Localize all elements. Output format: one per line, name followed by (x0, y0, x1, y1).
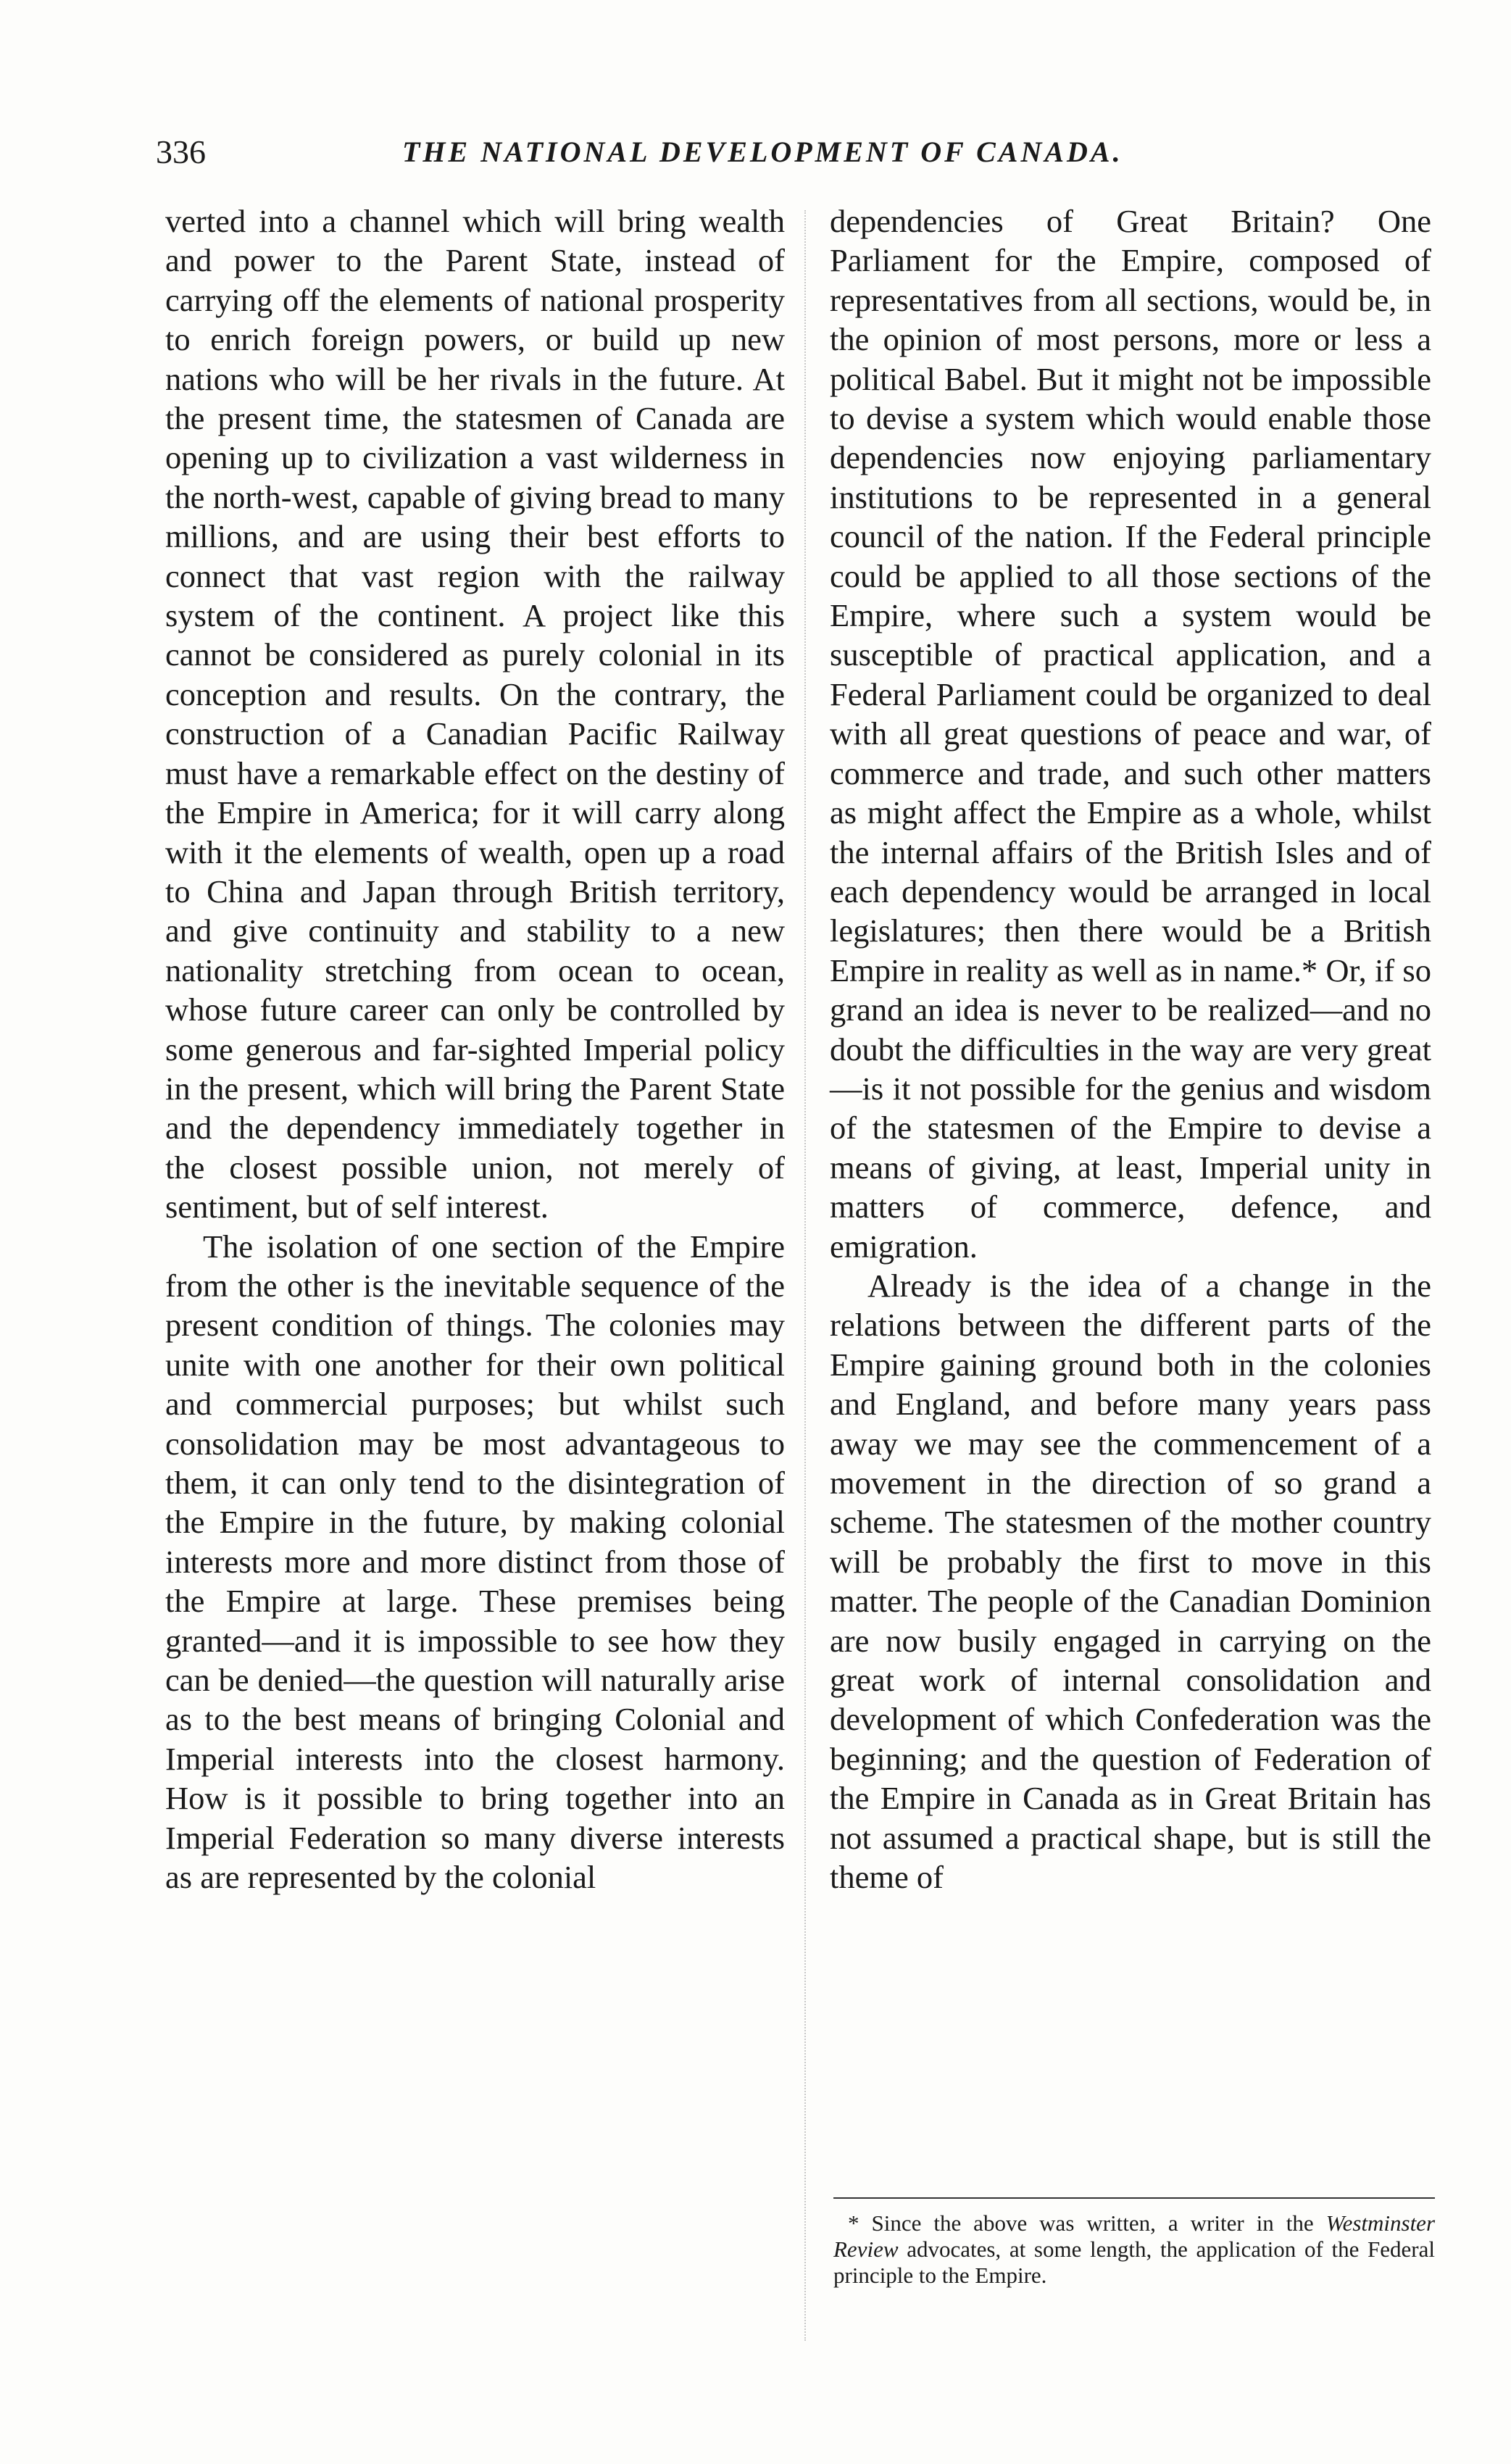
left-paragraph-2: The isolation of one section of the Empire from the other is the inevitable sequence of the present condition of things. The colonies may unite with one another for their own political and commercial purposes; but whilst such consolidation may be most advantageous to them, it can only tend to the disintegration of the Empire in the future, by making colonial interests more and more distinct from those of the Empire at large. These premises being granted—and it is impossible to see how they can be denied—the question will naturally arise as to the best means of bringing Colonial and Imperial interests into the closest harmony. How is it possible to bring together into an Imperial Federation so many diverse interests as are represented by the colonial (165, 1228, 785, 1896)
page-title: THE NATIONAL DEVELOPMENT OF CANADA. (402, 136, 1123, 168)
column-gutter (804, 210, 809, 2341)
footnote-text: advocates, at some length, the application of the Federal principle to the Empire. (833, 2236, 1435, 2288)
right-paragraph-1: dependencies of Great Britain? One Parliament for the Empire, composed of representatives from all sections, would be, in the opinion of most persons, more or less a political Babel. But it might not be impossible to devise a system which would enable those dependencies now enjoying parliamentary institutions to be represented in a general council of the nation. If the Federal principle could be applied to all those sections of the Empire, where such a system would be susceptible of practical application, and a Federal Parliament could be organized to deal with all great questions of peace and war, of commerce and trade, and such other matters as might affect the Empire as a whole, whilst the internal affairs of the British Isles and of each dependency would be arranged in local legislatures; then there would be a British Empire in reality as well as in name.* Or, if so grand an idea is never to be realized—and no doubt the difficulties in the way are very great—is it not possible for the genius and wisdom of the statesmen of the Empire to devise a means of giving, at least, Imperial unity in matters of commerce, defence, and emigration. (830, 203, 1431, 1265)
footnote-journal: Westminster Review (833, 2210, 1436, 2262)
left-column (165, 201, 785, 1897)
right-paragraph-2: Already is the idea of a change in the relations between the different parts of the Empire gaining ground both in the colonies and England, and before many years pass away we may see the commencement of a movement in the direction of so grand a scheme. The statesmen of the mother country will be probably the first to move in this matter. The people of the Canadian Dominion are now busily engaged in carrying on the great work of internal consolidation and development of which Confederation was the beginning; and the question of Federation of the Empire in Canada as in Great Britain has not assumed a practical shape, but is still the theme of (830, 1267, 1431, 1896)
footnote-lead: * Since the above was written, a writer in the (848, 2210, 1314, 2236)
footnote (833, 2210, 1435, 2289)
running-head (156, 130, 1446, 174)
page-number: 336 (156, 133, 206, 170)
right-column (830, 201, 1431, 1897)
footnote-divider (833, 2197, 1435, 2199)
left-paragraph-1: verted into a channel which will bring wealth and power to the Parent State, instead of carrying off the elements of national prosperity to enrich foreign powers, or build up new nations who will be her rivals in the future. At the present time, the statesmen of Canada are opening up to civilization a vast wilderness in the north-west, capable of giving bread to many millions, and are using their best efforts to connect that vast region with the railway system of the continent. A project like this cannot be considered as purely colonial in its conception and results. On the contrary, the construction of a Canadian Pacific Railway must have a remarkable effect on the destiny of the Empire in America; for it will carry along with it the elements of wealth, open up a road to China and Japan through British territory, and give continuity and stability to a new nationality stretching from ocean to ocean, whose future career can only be controlled by some generous and far-sighted Imperial policy in the present, which will bring the Parent State and the dependency immediately together in the closest possible union, not merely of sentiment, but of self interest. (165, 203, 785, 1225)
